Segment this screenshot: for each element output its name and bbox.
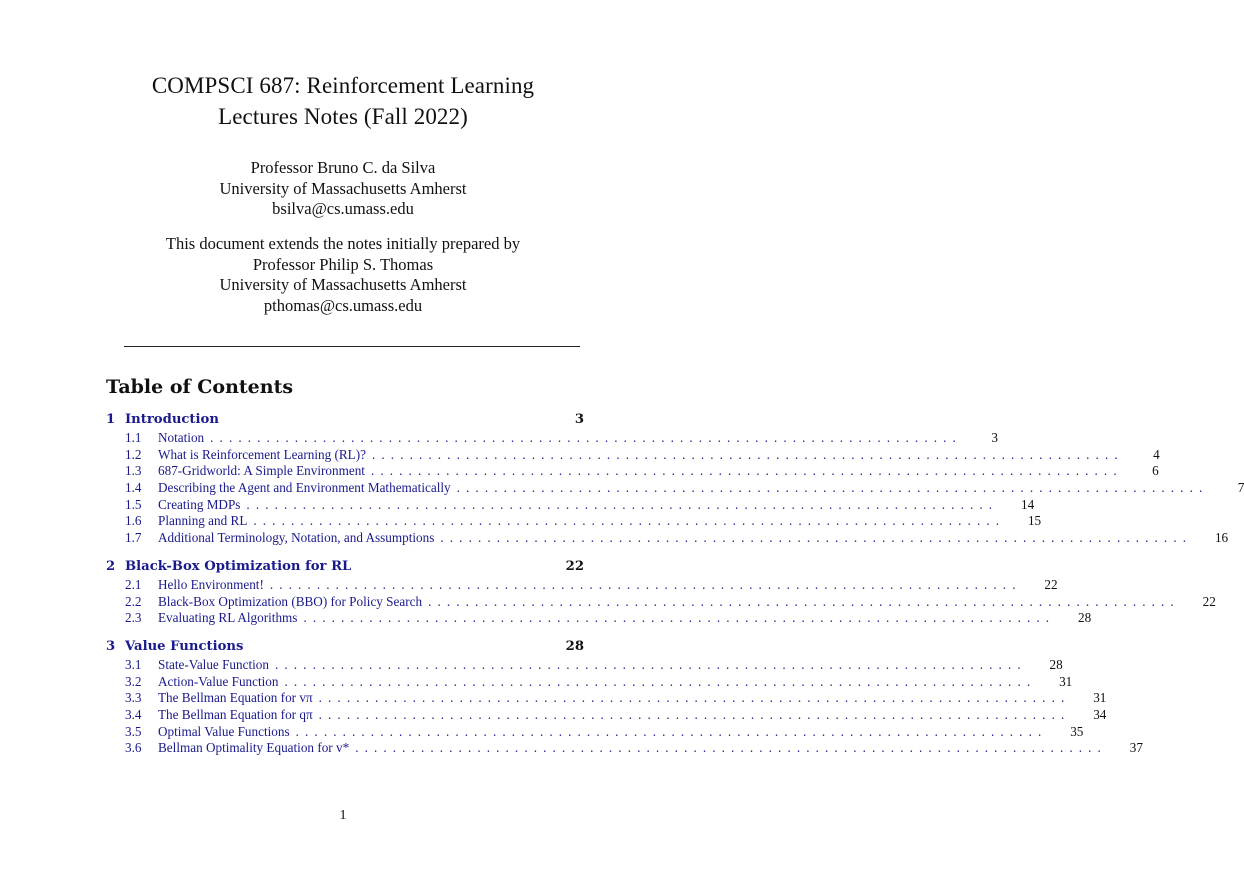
author-name: Professor Bruno C. da Silva: [250, 158, 436, 177]
toc-subsection-title: Additional Terminology, Notation, and Assumptions: [158, 530, 435, 546]
toc-subsection-link[interactable]: [106, 496, 1035, 514]
toc-subsection-page: 6: [1152, 463, 1159, 479]
toc-subsection-page: 28: [1049, 656, 1063, 672]
toc-leader-dots: ................................................................................: [284, 673, 1037, 689]
toc-subsection-page: 7: [1237, 480, 1244, 496]
toc-leader-dots: ................................................................................: [303, 610, 1056, 626]
toc-section-number: 1: [106, 412, 116, 427]
toc-subsection-page: 31: [1059, 673, 1073, 689]
toc-section-1: [106, 410, 1244, 547]
toc-subsection-page: 22: [1044, 576, 1058, 592]
toc-heading: Table of Contents: [106, 376, 294, 398]
toc-leader-dots: ................................................................................: [246, 496, 999, 512]
toc-subsection-title: Evaluating RL Algorithms: [158, 610, 298, 626]
toc-subsection-number: 3.5: [125, 723, 142, 739]
toc-subsection-title: The Bellman Equation for qπ: [158, 706, 313, 722]
toc-subsection-title: The Bellman Equation for vπ: [158, 690, 313, 706]
toc-subsection-link[interactable]: [106, 610, 1092, 627]
title-line-2: Lectures Notes (Fall 2022): [218, 104, 468, 129]
title-line-1: COMPSCI 687: Reinforcement Learning: [151, 73, 535, 98]
toc-subsection-page: 16: [1214, 530, 1229, 546]
toc-leader-dots: ................................................................................: [295, 723, 1048, 739]
toc-subsection-link[interactable]: [106, 723, 1084, 741]
toc-subsection-link[interactable]: [106, 430, 998, 447]
extends-note: [0, 234, 686, 316]
toc-section-page: 28: [565, 638, 584, 654]
toc-section-page: 22: [565, 558, 584, 574]
toc-subsection-title: Creating MDPs: [158, 496, 241, 512]
toc-subsection-page: 14: [1020, 496, 1035, 512]
toc-section-page: 3: [574, 412, 584, 427]
toc-subsection-link[interactable]: [106, 740, 1143, 757]
toc-subsection-link[interactable]: [106, 463, 1159, 480]
toc-subsection-page: 22: [1202, 593, 1216, 609]
toc-subsection-page: 15: [1027, 513, 1042, 529]
toc-leader-dots: ................................................................................: [428, 593, 1180, 609]
toc-subsection-number: 1.4: [125, 480, 142, 496]
toc-subsection-page: 28: [1078, 610, 1092, 626]
toc-subsection-number: 3.6: [125, 740, 142, 756]
toc-subsection-page: 31: [1093, 690, 1107, 706]
toc-subsection-title: Action-Value Function: [158, 673, 279, 689]
toc-subsection-title: Optimal Value Functions: [158, 723, 290, 739]
toc-subsection-page: 35: [1070, 723, 1084, 739]
toc-subsection-link[interactable]: [106, 690, 1107, 707]
original-author-name: Professor Philip S. Thomas: [252, 254, 434, 274]
toc-subsection-number: 1.1: [125, 430, 142, 445]
table-of-contents: [106, 410, 1244, 767]
toc-subsection-number: 3.1: [125, 656, 142, 672]
toc-subsection-link[interactable]: [106, 480, 1244, 497]
toc-subsection-title: Describing the Agent and Environment Mathematically: [158, 480, 451, 496]
toc-subsection-page: 37: [1129, 740, 1143, 756]
toc-subsection-link[interactable]: [106, 673, 1073, 691]
toc-subsection-title: What is Reinforcement Learning (RL)?: [158, 446, 366, 462]
toc-leader-dots: ................................................................................: [456, 480, 1209, 496]
toc-subsection-number: 2.3: [125, 610, 142, 626]
toc-subsection-title: Bellman Optimality Equation for v*: [158, 740, 350, 756]
toc-leader-dots: ................................................................................: [210, 430, 962, 445]
toc-leader-dots: ................................................................................: [318, 706, 1071, 722]
author-block: [0, 158, 686, 220]
toc-subsection-link[interactable]: [106, 446, 1160, 464]
toc-subsection-number: 1.2: [125, 446, 142, 462]
toc-subsection-title: Black-Box Optimization (BBO) for Policy Search: [158, 593, 423, 609]
author-email: bsilva@cs.umass.edu: [272, 199, 414, 218]
page-number: 1: [339, 808, 347, 823]
toc-section-number: 2: [106, 558, 116, 574]
toc-subsection-number: 1.5: [125, 496, 142, 512]
toc-subsection-link[interactable]: [106, 656, 1063, 674]
toc-leader-dots: ................................................................................: [370, 463, 1123, 479]
toc-subsection-number: 3.3: [125, 690, 142, 706]
toc-subsection-number: 2.1: [125, 576, 142, 592]
toc-subsection-number: 1.3: [125, 463, 142, 479]
toc-subsection-link[interactable]: [106, 706, 1107, 724]
extends-line: This document extends the notes initially prepared by: [165, 234, 521, 253]
document-title: [0, 70, 686, 132]
toc-section-link[interactable]: [106, 410, 584, 430]
toc-leader-dots: ................................................................................: [372, 446, 1124, 462]
toc-leader-dots: ................................................................................: [440, 530, 1193, 546]
toc-subsection-link[interactable]: [106, 530, 1229, 547]
toc-subsection-title: Planning and RL: [158, 513, 248, 529]
toc-subsection-title: Notation: [158, 430, 205, 445]
toc-leader-dots: ................................................................................: [318, 690, 1071, 706]
toc-section-link[interactable]: [106, 637, 584, 657]
toc-section-number: 3: [106, 638, 116, 654]
toc-subsection-title: 687-Gridworld: A Simple Environment: [158, 463, 365, 479]
toc-subsection-link[interactable]: [106, 513, 1042, 530]
toc-subsection-number: 1.6: [125, 513, 142, 529]
toc-leader-dots: ................................................................................: [269, 576, 1022, 592]
original-author-email: pthomas@cs.umass.edu: [263, 295, 423, 315]
original-author-affiliation: University of Massachusetts Amherst: [219, 275, 467, 294]
toc-leader-dots: ................................................................................: [253, 513, 1006, 529]
author-affiliation: University of Massachusetts Amherst: [219, 178, 467, 198]
toc-subsection-page: 34: [1093, 706, 1107, 722]
toc-subsection-page: 3: [991, 430, 998, 445]
toc-subsection-number: 3.2: [125, 673, 142, 689]
toc-subsection-link[interactable]: [106, 593, 1216, 611]
toc-section-2: [106, 557, 1216, 627]
toc-section-title: Value Functions: [125, 638, 244, 654]
toc-subsection-title: Hello Environment!: [158, 576, 264, 592]
toc-section-title: Introduction: [125, 412, 219, 427]
toc-subsection-page: 4: [1153, 446, 1160, 462]
toc-subsection-number: 3.4: [125, 706, 142, 722]
toc-subsection-number: 2.2: [125, 593, 142, 609]
toc-subsection-title: State-Value Function: [158, 656, 269, 672]
toc-leader-dots: ................................................................................: [274, 656, 1027, 672]
toc-section-title: Black-Box Optimization for RL: [125, 558, 352, 574]
toc-subsection-link[interactable]: [106, 576, 1058, 594]
toc-section-link[interactable]: [106, 557, 584, 577]
horizontal-rule: [124, 346, 580, 347]
toc-leader-dots: ................................................................................: [355, 740, 1107, 756]
toc-section-3: [106, 637, 1143, 757]
toc-subsection-number: 1.7: [125, 530, 142, 546]
